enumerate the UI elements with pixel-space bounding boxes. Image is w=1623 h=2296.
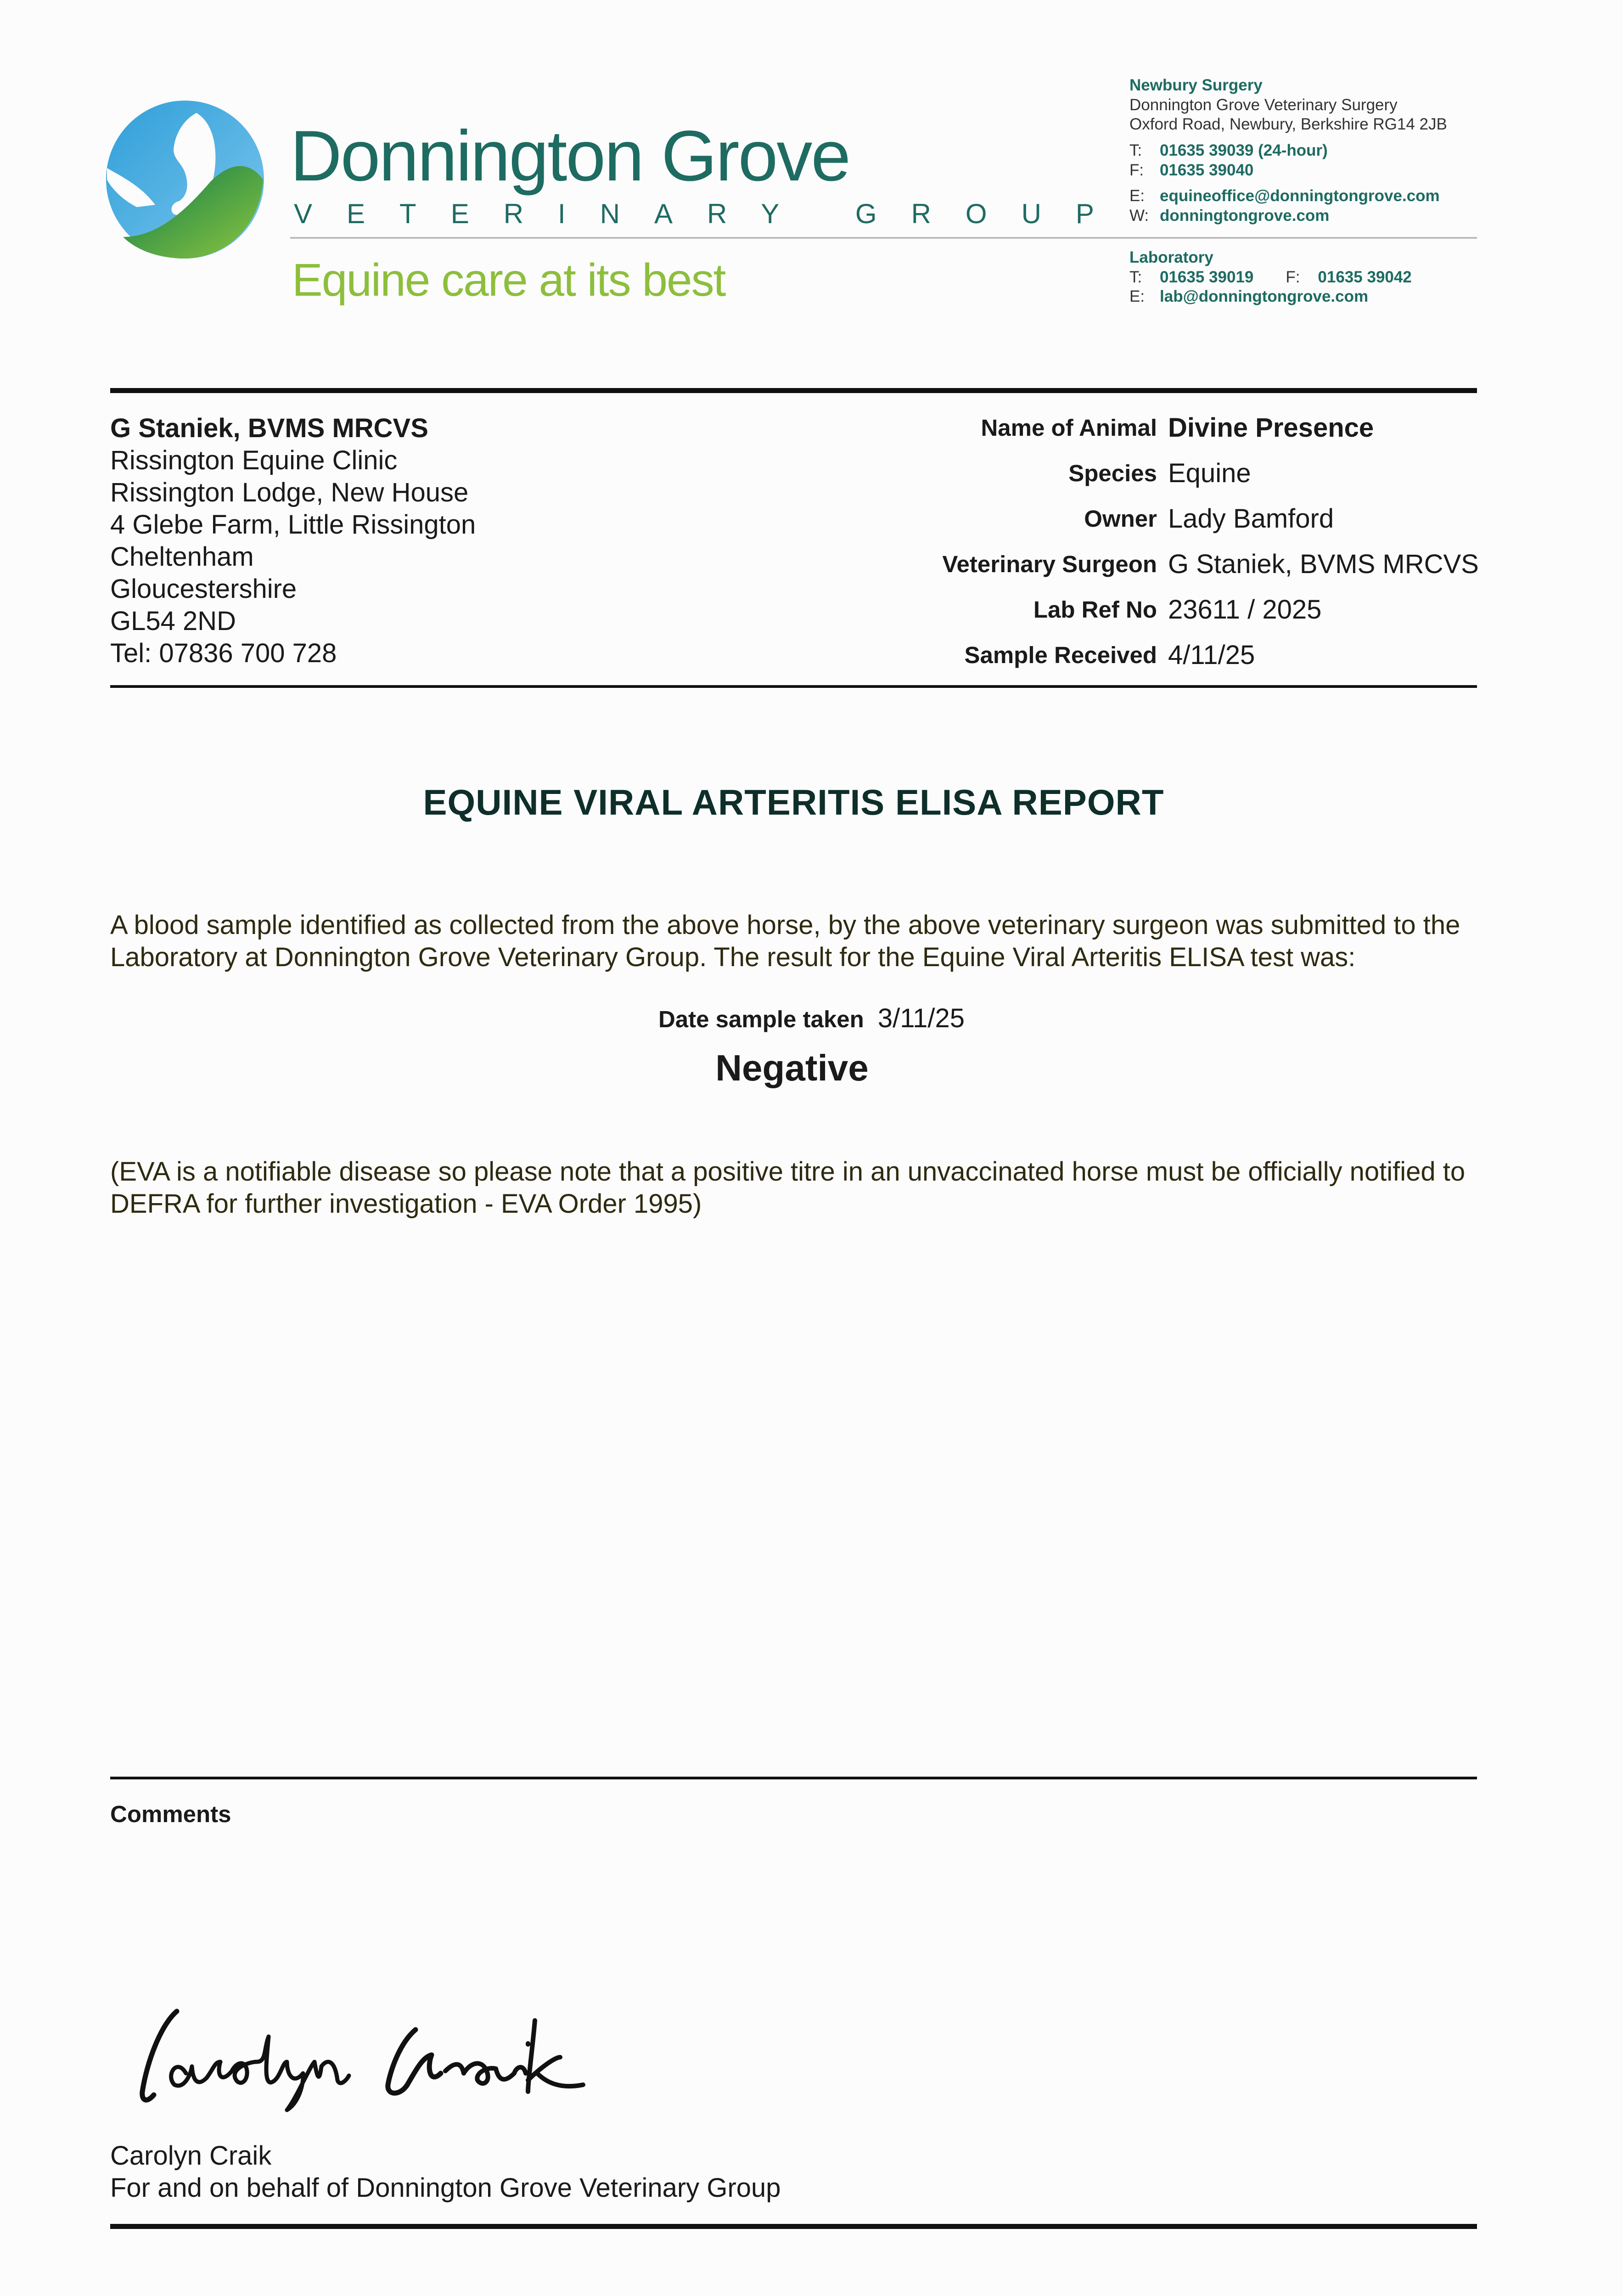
comments-rule [110,1777,1477,1779]
detail-row-owner [872,503,1479,549]
report-intro: A blood sample identified as collected from the above horse, by the above veterinary surgeon was submitted to the Laboratory at Donnington Grove Veterinary Group. The result for the Equine Viral Arteritis ELISA test was: [110,910,1460,972]
recipient-name: G Staniek, BVMS MRCVS [110,413,428,443]
brand-name: Donnington Grove [290,116,850,196]
address-line: Gloucestershire [110,574,297,604]
signer-name: Carolyn Craik [110,2141,272,2171]
detail-label: Veterinary Surgeon [942,551,1157,577]
web-label: W: [1129,207,1149,225]
detail-label: Species [1068,460,1157,486]
fax-label: F: [1129,161,1144,179]
detail-label: Owner [1084,506,1157,532]
lab-email-label: E: [1129,287,1145,306]
brand-subtitle: VETERINARY GROUP [294,198,1129,229]
detail-value: 4/11/25 [1168,640,1255,670]
test-result: Negative [715,1047,869,1088]
detail-label: Sample Received [964,642,1157,668]
header-rule [110,388,1477,393]
address-line: 4 Glebe Farm, Little Rissington [110,510,476,540]
surgery-address-line: Oxford Road, Newbury, Berkshire RG14 2JB [1129,115,1447,134]
address-line: Cheltenham [110,542,254,572]
address-line: Rissington Lodge, New House [110,478,469,507]
notifiable-disease-note: (EVA is a notifiable disease so please note that a positive titre in an unvaccinated horse must be officially notified to DEFRA for further investigation - EVA Order 1995) [110,1157,1466,1219]
recipient-address [110,412,476,670]
detail-row-lab-ref [872,594,1479,640]
fax-number: 01635 39040 [1160,161,1254,179]
lab-tel-label: T: [1129,268,1142,286]
laboratory-contact-block [1129,248,1412,307]
brand-tagline: Equine care at its best [292,254,725,306]
details-rule [110,685,1477,688]
lab-fax-number: 01635 39042 [1318,268,1412,286]
email-label: E: [1129,187,1145,205]
email-link[interactable]: equineoffice@donningtongrove.com [1160,187,1440,205]
detail-row-sample-received [872,640,1479,685]
date-sample-taken [0,1003,1623,1034]
tel-label: T: [1129,141,1142,160]
detail-row-animal-name [872,412,1479,458]
animal-details [872,412,1479,685]
address-line: Rissington Equine Clinic [110,445,398,475]
detail-value: Divine Presence [1168,413,1374,443]
comments-label: Comments [110,1801,231,1827]
lab-tel-number: 01635 39019 [1160,268,1254,286]
website-link[interactable]: donningtongrove.com [1160,207,1330,225]
laboratory-heading: Laboratory [1129,248,1213,266]
signer-behalf: For and on behalf of Donnington Grove Veterinary Group [110,2173,781,2203]
donnington-grove-logo-icon [105,99,265,260]
address-phone: Tel: 07836 700 728 [110,638,337,668]
detail-value: Equine [1168,458,1251,488]
footer-rule [110,2224,1477,2229]
detail-value: Lady Bamford [1168,504,1334,534]
handwritten-signature [133,1993,707,2117]
tel-number: 01635 39039 (24-hour) [1160,141,1328,160]
surgery-contact-block [1129,76,1447,226]
address-line: GL54 2ND [110,606,236,636]
signoff-block [110,2140,781,2204]
lab-fax-label: F: [1286,268,1300,286]
surgery-heading: Newbury Surgery [1129,76,1263,94]
detail-row-species [872,458,1479,503]
detail-value: 23611 / 2025 [1168,595,1322,625]
date-taken-label: Date sample taken [658,1006,864,1032]
detail-value: G Staniek, BVMS MRCVS [1168,549,1479,579]
detail-label: Name of Animal [981,415,1157,441]
letterhead-divider [290,237,1477,239]
report-title: EQUINE VIRAL ARTERITIS ELISA REPORT [423,782,1164,822]
lab-email-link[interactable]: lab@donningtongrove.com [1160,287,1369,306]
date-taken-value: 3/11/25 [877,1003,965,1033]
surgery-address-line: Donnington Grove Veterinary Surgery [1129,96,1398,114]
detail-label: Lab Ref No [1033,597,1157,623]
detail-row-veterinary-surgeon [872,549,1479,594]
